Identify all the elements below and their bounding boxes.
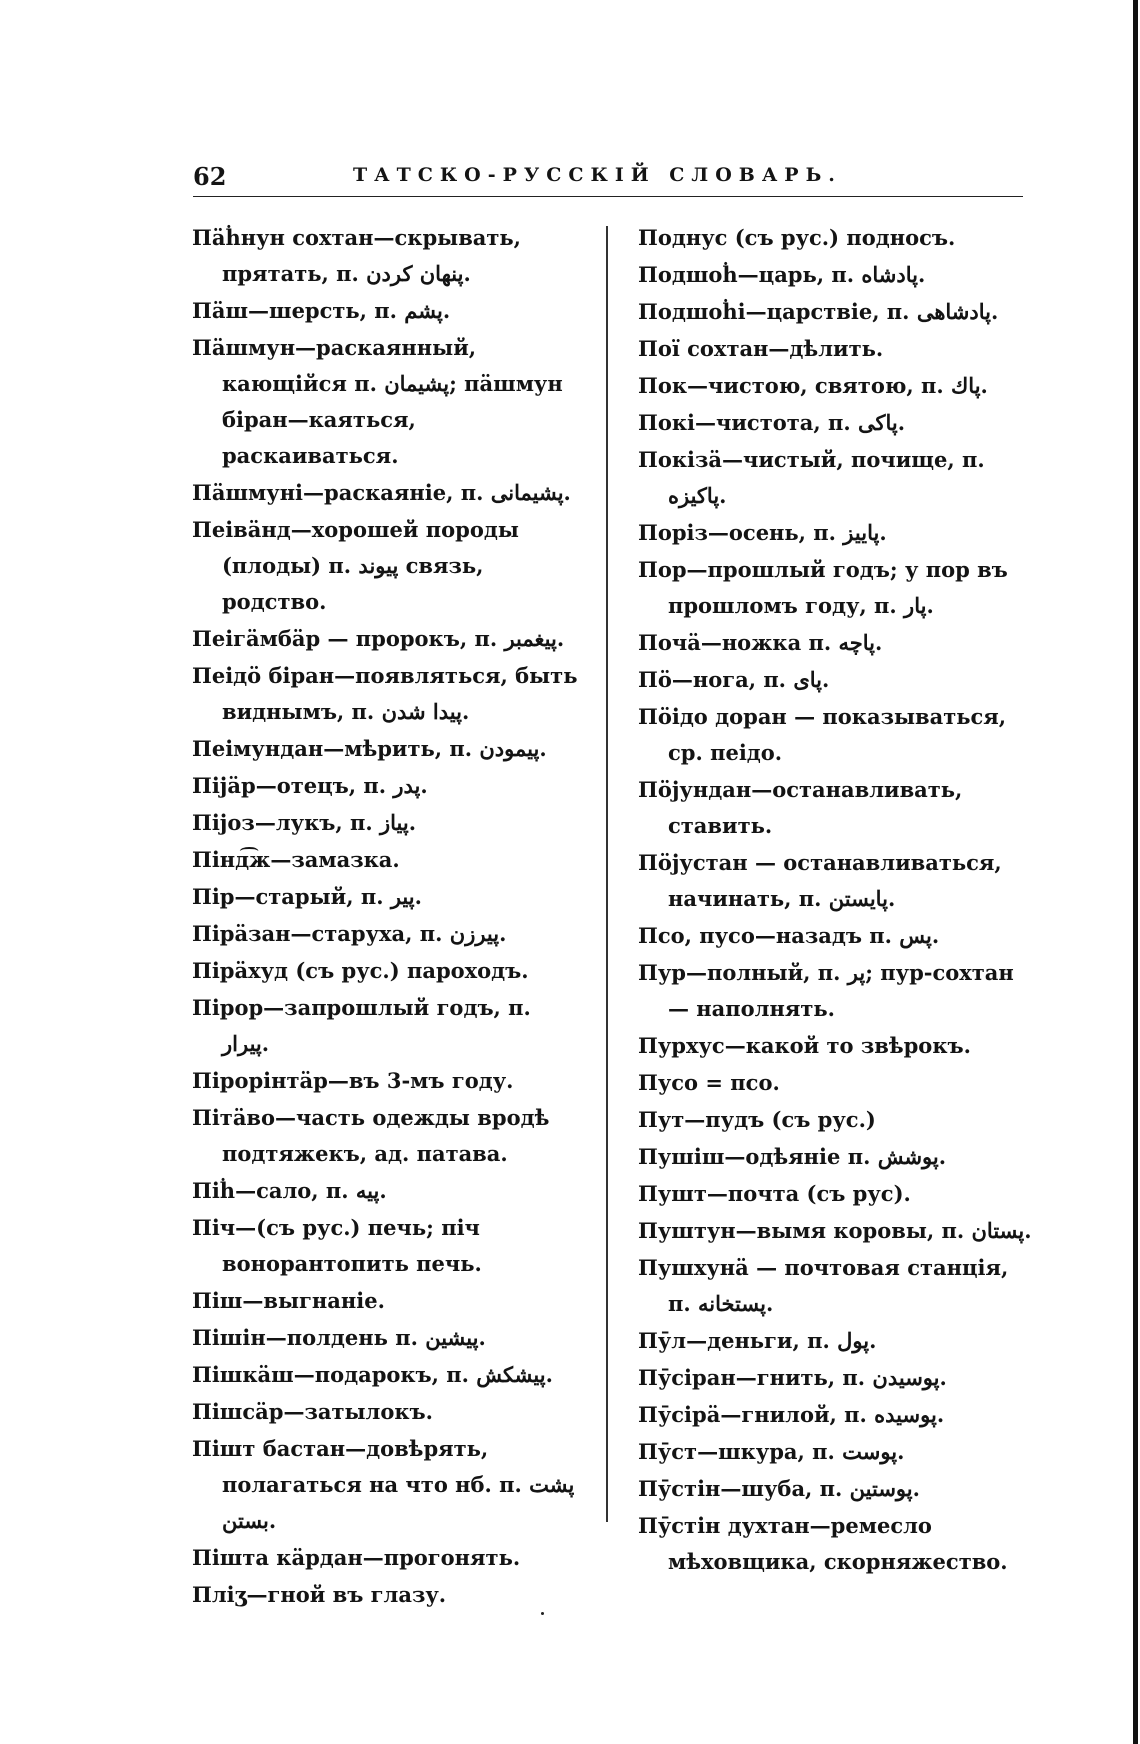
dictionary-entry: Пушт—почта (съ рус). — [638, 1181, 911, 1206]
dictionary-entry: Пірорінтäр—въ 3-мъ году. — [192, 1068, 514, 1093]
dictionary-entry: Піјäр—отецъ, п. پدر. — [192, 773, 428, 798]
dictionary-entry: Пеімундан—мѣрить, п. پیمودن. — [192, 736, 547, 761]
dictionary-entry: Пöјундан—останавливать, ставить. — [638, 777, 963, 838]
dictionary-entry: Пеідö біран—появляться, быть виднымъ, п. پیدا شدن. — [192, 663, 578, 724]
stray-mark — [541, 1612, 544, 1615]
dictionary-entry: Подшоḣі—царствіе, п. پادشاهی. — [638, 299, 999, 324]
dictionary-entry: Пäшмуні—раскаяніе, п. پشیمانی. — [192, 480, 571, 505]
dictionary-entry: Пурхус—какой то звѣрокъ. — [638, 1033, 971, 1058]
dictionary-entry: Пӯстін духтан—ремесло мѣховщика, скорняжество. — [638, 1513, 1008, 1574]
dictionary-entry: Пусо = псо. — [638, 1070, 780, 1095]
dictionary-entry: Пö—нога, п. پای. — [638, 667, 830, 692]
dictionary-entry: Пінд͡ж—замазка. — [192, 847, 400, 872]
dictionary-entry: Пут—пудъ (съ рус.) — [638, 1107, 876, 1132]
page-edge-line — [1133, 0, 1138, 1744]
dictionary-entry: Пур—полный, п. پر; пур-сохтан— наполнять. — [638, 960, 1014, 1021]
dictionary-entry: Плiӡ—гной въ глазу. — [192, 1582, 447, 1607]
dictionary-entry: Пӯсірä—гнилой, п. پوسیده. — [638, 1402, 945, 1427]
dictionary-entry: Пої сохтан—дѣлить. — [638, 336, 884, 361]
dictionary-entry: Пäḣнун сохтан—скрывать, прятать, п. پنهان کردن. — [192, 225, 521, 286]
dictionary-entry: Пеігäмбäр — пророкъ, п. پیغمبر. — [192, 626, 565, 651]
dictionary-entry: Піш—выгнаніе. — [192, 1288, 385, 1313]
dictionary-entry: Пöјустан — останавливаться, начинать, п. پایستن. — [638, 850, 1002, 911]
dictionary-entry: Пушхунä — почтовая станція, п. پستخانه. — [638, 1255, 1009, 1316]
page-number: 62 — [193, 162, 227, 191]
page-header — [193, 162, 1023, 197]
right-column — [638, 220, 1032, 1581]
dictionary-entry: Пöідо доран — показываться, ср. пеідо. — [638, 704, 1007, 765]
dictionary-entry: Пуштун—вымя коровы, п. پستان. — [638, 1218, 1032, 1243]
dictionary-entry: Пеівäнд—хорошей породы (плоды) п. پیوند связь, родство. — [192, 517, 519, 614]
dictionary-entry: Покі—чистота, п. پاکی. — [638, 410, 906, 435]
dictionary-entry: Пішсäр—затылокъ. — [192, 1399, 433, 1424]
dictionary-entry: Псо, пусо—назадъ п. پس. — [638, 923, 940, 948]
dictionary-entry: Пор—прошлый годъ; у пор въ прошломъ году, п. پار. — [638, 557, 1008, 618]
dictionary-entry: Піјоз—лукъ, п. پیاز. — [192, 810, 417, 835]
dictionary-entry: Пӯстiн—шуба, п. پوستین. — [638, 1476, 920, 1501]
dictionary-entry: Піḣ—сало, п. پیه. — [192, 1178, 387, 1203]
dictionary-entry: Пӯл—деньги, п. پول. — [638, 1328, 877, 1353]
dictionary-entry: Піч—(съ рус.) печь; піч вонорантопить печь. — [192, 1215, 482, 1276]
dictionary-entry: Пäш—шерсть, п. پشم. — [192, 298, 451, 323]
dictionary-entry: Пірор—запрошлый годъ, п. پیرار. — [192, 995, 531, 1056]
dictionary-entry: Пір—старый, п. پیر. — [192, 884, 422, 909]
column-divider — [606, 226, 608, 1522]
dictionary-entry: Поднус (съ рус.) подносъ. — [638, 225, 956, 250]
dictionary-entry: Пӯст—шкура, п. پوست. — [638, 1439, 905, 1464]
dictionary-entry: Подшоḣ—царь, п. پادشاه. — [638, 262, 926, 287]
dictionary-entry: Пітäво—часть одежды вродѣ подтяжекъ, ад. патава. — [192, 1105, 550, 1166]
dictionary-entry: Пушіш—одѣяніе п. پوشش. — [638, 1144, 947, 1169]
dictionary-entry: Почä—ножка п. پاچه. — [638, 630, 883, 655]
dictionary-entry: Пок—чистою, святою, п. پاك. — [638, 373, 988, 398]
dictionary-entry: Пӯсіран—гнить, п. پوسیدن. — [638, 1365, 947, 1390]
dictionary-entry: Пішт бастан—довѣрять, полагаться на что нб. п. پشت بستن. — [192, 1436, 575, 1533]
dictionary-entry: Пішін—полдень п. پیشین. — [192, 1325, 486, 1350]
dictionary-entry: Пäшмун—раскаянный, кающійся п. پشیمان; пäшмун біран—каяться, раскаиваться. — [192, 335, 563, 468]
dictionary-entry: Пішта кäрдан—прогонять. — [192, 1545, 521, 1570]
dictionary-entry: Пішкäш—подарокъ, п. پیشکش. — [192, 1362, 553, 1387]
dictionary-entry: Порiз—осень, п. پاییز. — [638, 520, 887, 545]
running-title: ТАТСКО-РУССКІЙ СЛОВАРЬ. — [353, 164, 842, 186]
dictionary-entry: Пірäзан—старуха, п. پیرزن. — [192, 921, 507, 946]
dictionary-entry: Покізä—чистый, почище, п. پاکیزه. — [638, 447, 985, 508]
dictionary-entry: Пірäхуд (съ рус.) пароходъ. — [192, 958, 529, 983]
left-column — [192, 220, 584, 1614]
